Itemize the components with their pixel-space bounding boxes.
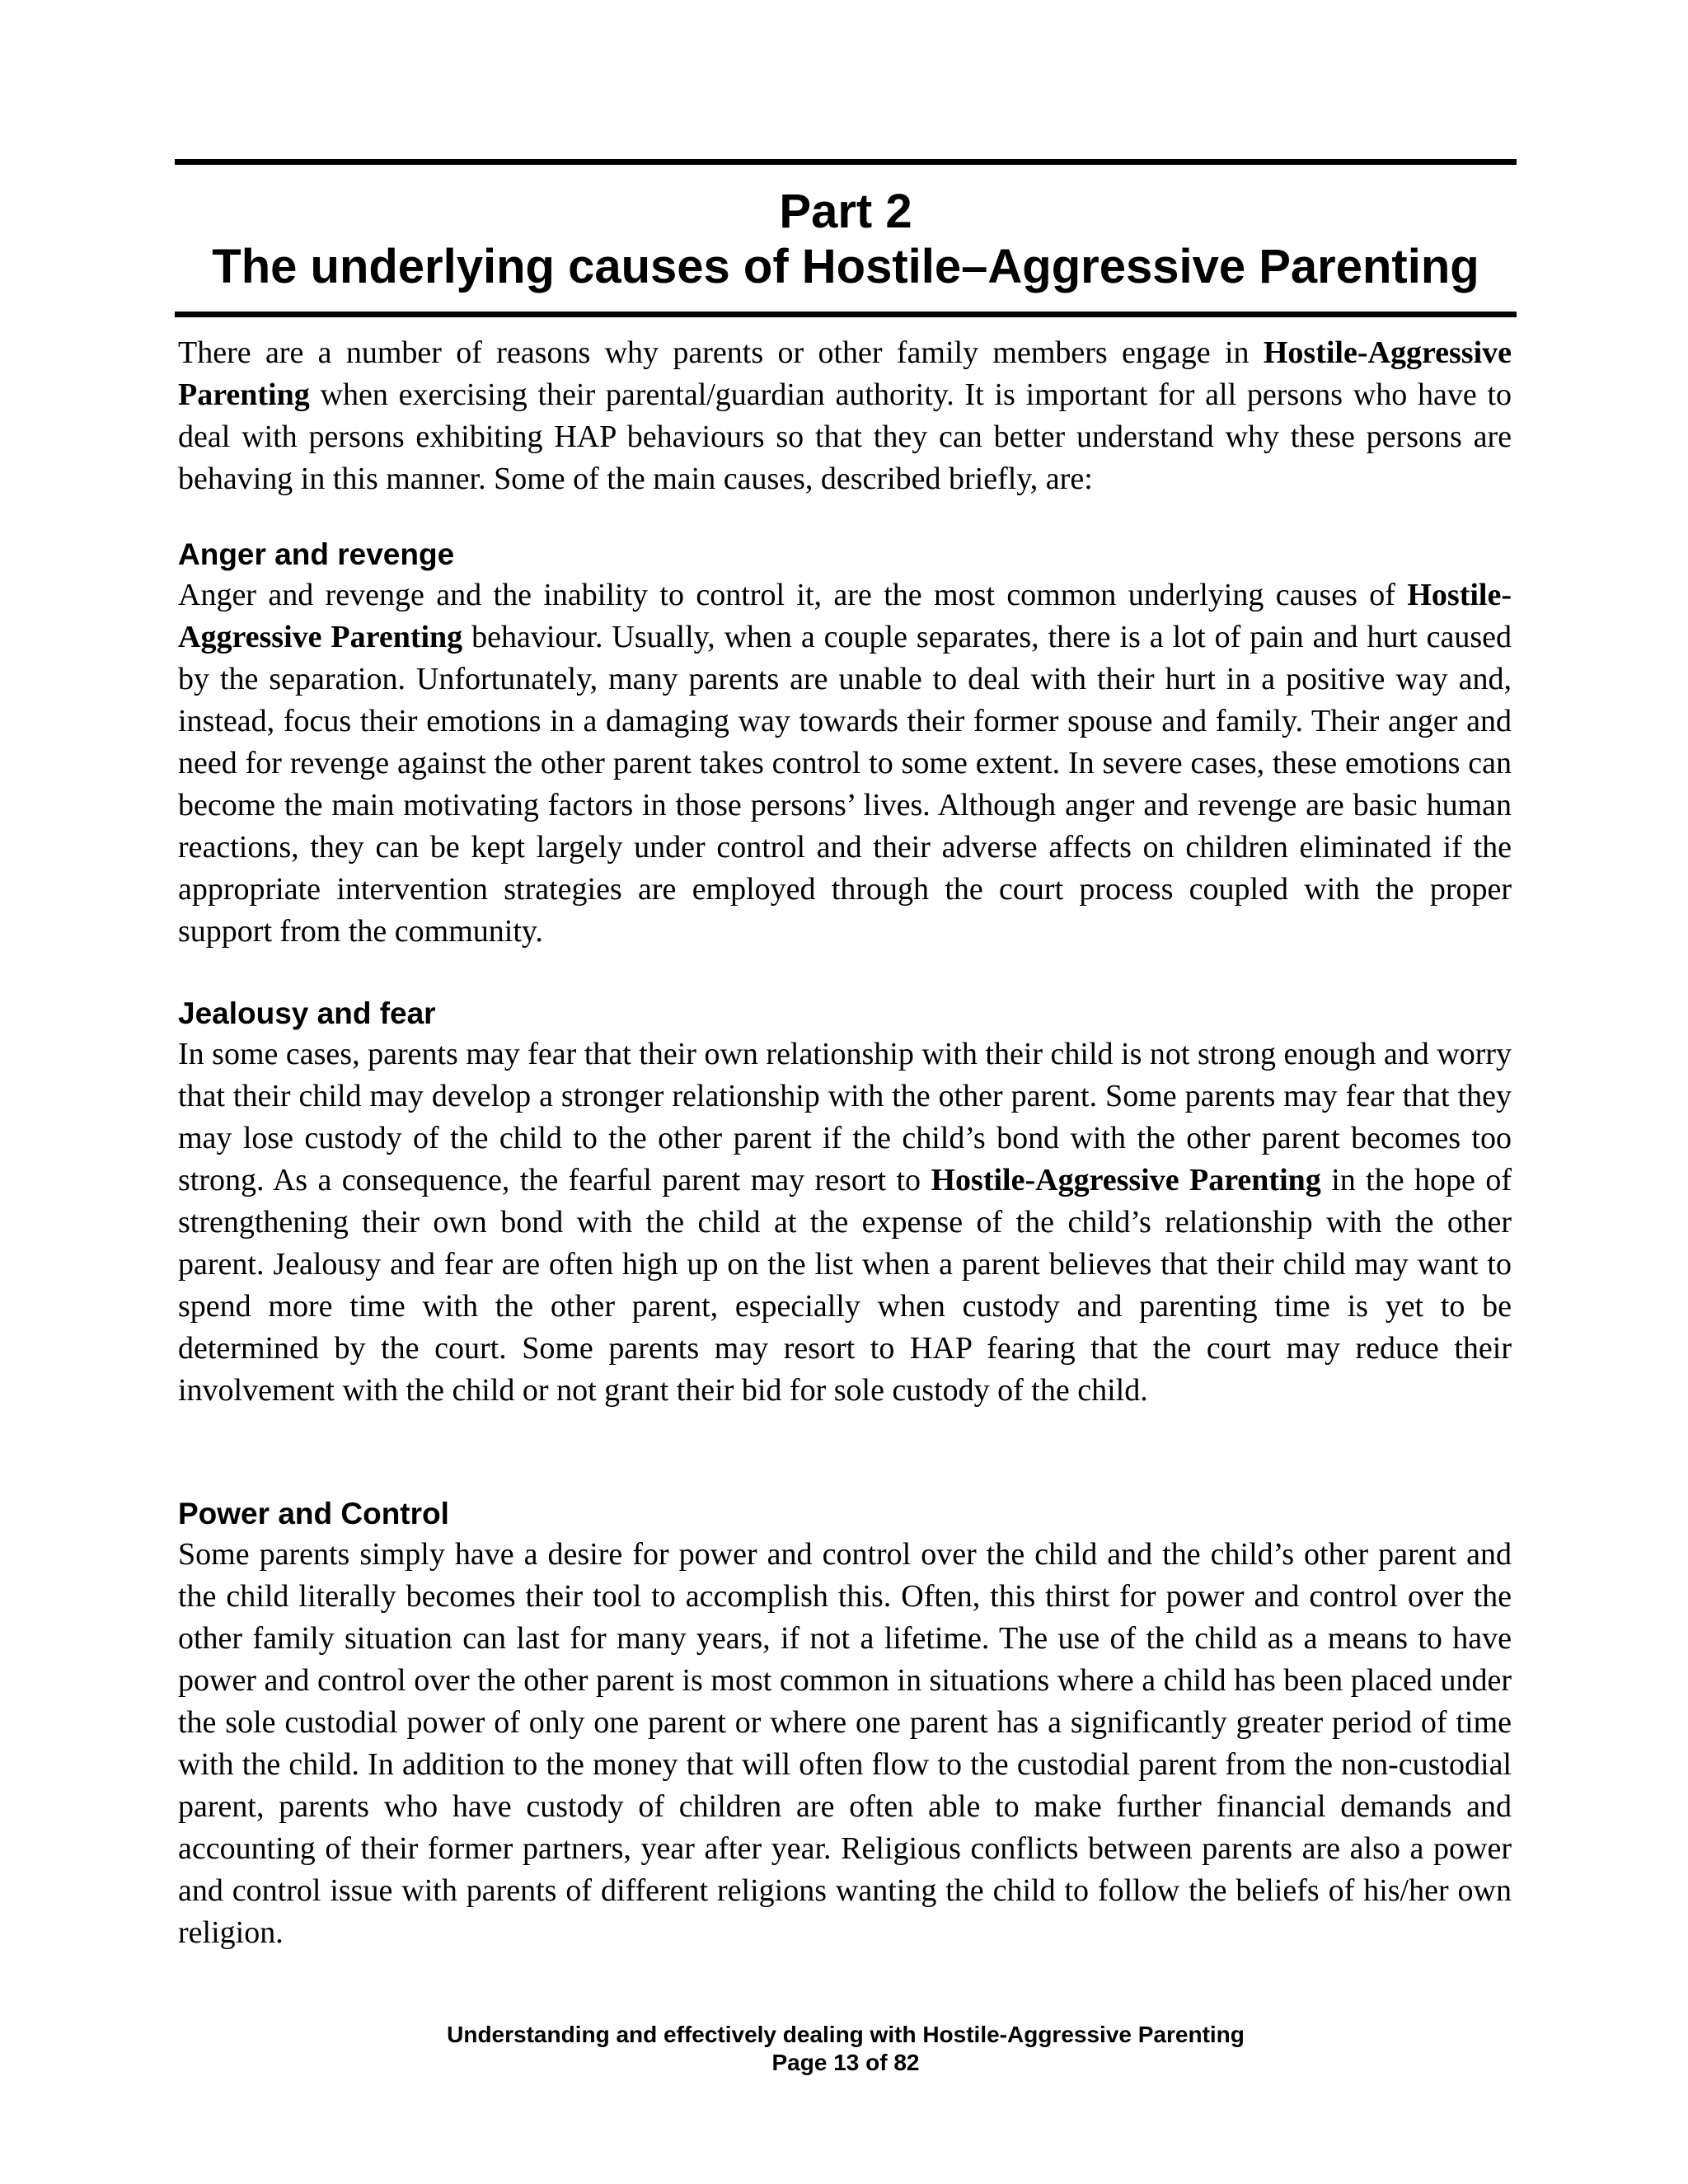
anger-paragraph [178, 574, 1512, 953]
anger-text-2: behaviour. Usually, when a couple separates, there is a lot of pain and hurt caused by the separation. Unfortunately, many parents are unable to deal with their hurt in a positive way and, instead, focus their emotions in a damaging way towards their former spouse and family. Their anger and need for revenge against the other parent takes control to some extent. In severe cases, these emotions can become the main motivating factors in those persons’ lives. Although anger and revenge are basic human reactions, they can be kept largely under control and their adverse affects on children eliminated if the appropriate intervention strategies are employed through the court process coupled with the proper support from the community. [178, 620, 1512, 949]
chapter-title: The underlying causes of Hostile–Aggressive Parenting [212, 240, 1479, 293]
jealousy-bold-term: Hostile-Aggressive Parenting [931, 1163, 1321, 1197]
jealousy-text-1: In some cases, parents may fear that their own relationship with their child is not strong enough and worry that their child may develop a stronger relationship with the other parent. Some parents may fear that they may lose custody of the child to the other parent if the child’s bond with the other parent becomes too strong. As a consequence, the fearful parent may resort to [178, 1037, 1512, 1197]
power-text-1: Some parents simply have a desire for power and control over the child and the child’s other parent and the child literally becomes their tool to accomplish this. Often, this thirst for power and control over the other family situation can last for many years, if not a lifetime. The use of the child as a means to have power and control over the other parent is most common in situations where a child has been placed under the sole custodial power of only one parent or where one parent has a significantly greater period of time with the child. In addition to the money that will often flow to the custodial parent from the non-custodial parent, parents who have custody of children are often able to make further financial demands and accounting of their former partners, year after year. Religious conflicts between parents are also a power and control issue with parents of different religions wanting the child to follow the beliefs of his/her own religion. [178, 1537, 1512, 1950]
anger-text-1: Anger and revenge and the inability to control it, are the most common underlying causes of [178, 578, 1408, 612]
jealousy-text-2: in the hope of strengthening their own bond with the child at the expense of the child’s relationship with the other parent. Jealousy and fear are often high up on the list when a parent believes that their child may want to spend more time with the other parent, especially when custody and parenting time is yet to be determined by the court. Some parents may resort to HAP fearing that the court may reduce their involvement with the child or not grant their bid for sole custody of the child. [178, 1163, 1512, 1408]
title-top-rule [175, 159, 1517, 165]
intro-paragraph [178, 332, 1512, 500]
power-heading: Power and Control [178, 1497, 449, 1530]
anger-bold-term: Hostile-Aggressive Parenting [178, 578, 1512, 654]
part-title: Part 2 [779, 185, 912, 238]
title-bottom-rule [175, 312, 1517, 317]
intro-text-2: when exercising their parental/guardian authority. It is important for all persons who have to deal with persons exhibiting HAP behaviours so that they can better understand why these persons are behaving in this manner. Some of the main causes, described briefly, are: [178, 377, 1512, 496]
power-paragraph [178, 1534, 1512, 1954]
footer-document-title: Understanding and effectively dealing with Hostile-Aggressive Parenting [447, 2022, 1245, 2047]
intro-text-1: There are a number of reasons why parents or other family members engage in [178, 335, 1264, 370]
footer-page-number: Page 13 of 82 [771, 2050, 920, 2075]
jealousy-paragraph [178, 1033, 1512, 1412]
anger-heading: Anger and revenge [178, 537, 455, 571]
intro-bold-term: Hostile-Aggressive Parenting [178, 335, 1512, 412]
jealousy-heading: Jealousy and fear [178, 996, 436, 1030]
